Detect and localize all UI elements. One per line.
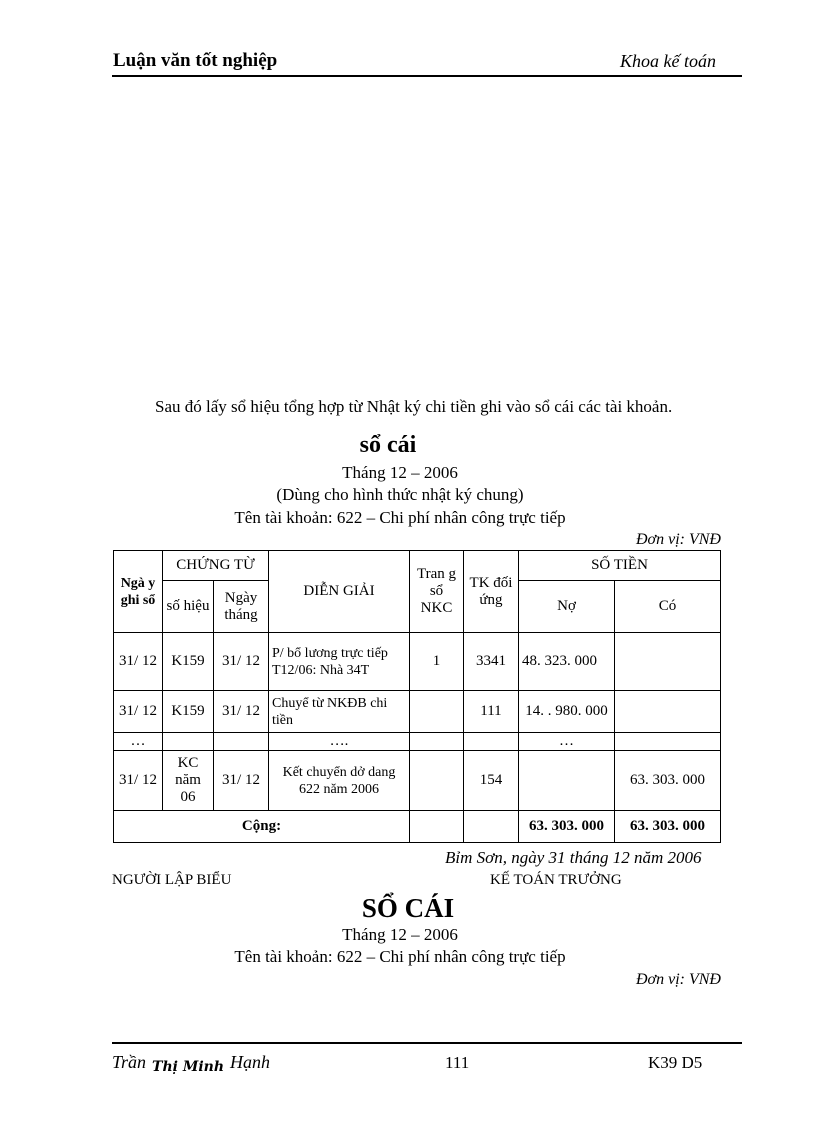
signature-place-date: Bỉm Sơn, ngày 31 tháng 12 năm 2006 — [445, 848, 702, 867]
ledger2-title: SỔ CÁI — [361, 893, 455, 923]
cell-date: 31/ 12 — [114, 691, 163, 733]
cell-debit: 14. . 980. 000 — [519, 691, 615, 733]
header-department: Khoa kế toán — [620, 51, 716, 71]
col-header-date-record: Ngà y ghi sổ — [114, 551, 163, 633]
signature-chief-accountant: KẾ TOÁN TRƯỞNG — [490, 872, 622, 888]
col-header-amount: SỐ TIỀN — [519, 551, 721, 581]
cell-voucher-date: 31/ 12 — [214, 633, 269, 691]
footer-author — [112, 1052, 270, 1073]
header-rule — [112, 75, 742, 77]
cell-voucher-date: 31/ 12 — [214, 691, 269, 733]
cell-voucher-date: 31/ 12 — [214, 751, 269, 811]
cell-credit — [615, 691, 721, 733]
col-header-page: Tran g sổ NKC — [410, 551, 464, 633]
cell-description: …. — [269, 733, 410, 751]
author-first-name: Trần — [112, 1052, 147, 1072]
table-row — [114, 751, 721, 811]
table-row — [114, 633, 721, 691]
col-header-counter-account: TK đối ứng — [464, 551, 519, 633]
cell-counter-account: 154 — [464, 751, 519, 811]
cell-voucher-no: K159 — [163, 633, 214, 691]
cell-counter-account: 3341 — [464, 633, 519, 691]
total-debit: 63. 303. 000 — [519, 811, 615, 843]
total-counter-account — [464, 811, 519, 843]
ledger-month: Tháng 12 – 2006 — [342, 463, 458, 482]
col-header-voucher-date: Ngày tháng — [214, 581, 269, 633]
cell-date: 31/ 12 — [114, 751, 163, 811]
author-middle-name: Thị Minh — [152, 1059, 224, 1075]
col-header-voucher-no: số hiệu — [163, 581, 214, 633]
cell-page — [410, 733, 464, 751]
col-header-voucher: CHỨNG TỪ — [163, 551, 269, 581]
cell-voucher-no — [163, 733, 214, 751]
cell-page: 1 — [410, 633, 464, 691]
cell-counter-account: 111 — [464, 691, 519, 733]
signature-preparer: NGƯỜI LẬP BIỂU — [112, 872, 232, 888]
ledger-table — [113, 550, 721, 843]
cell-description: Chuyể từ NKĐB chi tiền — [269, 691, 410, 733]
footer-class: K39 D5 — [648, 1053, 703, 1072]
cell-voucher-date — [214, 733, 269, 751]
intro-paragraph: Sau đó lấy sổ hiệu tổng hợp từ Nhật ký chi tiền ghi vào sổ cái các tài khoản. — [155, 397, 673, 416]
col-header-credit: Có — [615, 581, 721, 633]
cell-date: … — [114, 733, 163, 751]
cell-credit — [615, 633, 721, 691]
total-page — [410, 811, 464, 843]
cell-debit: … — [519, 733, 615, 751]
ledger-account-name: Tên tài khoản: 622 – Chi phí nhân công trực tiếp — [234, 508, 566, 527]
table-row — [114, 691, 721, 733]
ledger2-unit: Đơn vị: VNĐ — [636, 971, 721, 988]
ledger2-account-name: Tên tài khoản: 622 – Chi phí nhân công trực tiếp — [234, 947, 566, 966]
author-last-name: Hạnh — [230, 1052, 270, 1072]
table-row — [114, 733, 721, 751]
cell-voucher-no: K159 — [163, 691, 214, 733]
cell-debit: 48. 323. 000 — [519, 633, 615, 691]
footer-rule — [112, 1042, 742, 1044]
cell-description: P/ bổ lương trực tiếp T12/06: Nhà 34T — [269, 633, 410, 691]
cell-counter-account — [464, 733, 519, 751]
cell-page — [410, 751, 464, 811]
table-total-row — [114, 811, 721, 843]
footer-page-number: 111 — [445, 1053, 470, 1072]
cell-voucher-no: KC năm 06 — [163, 751, 214, 811]
ledger-title: sổ cái — [359, 432, 417, 458]
total-label: Cộng: — [114, 811, 410, 843]
ledger2-month: Tháng 12 – 2006 — [342, 925, 458, 944]
col-header-debit: Nợ — [519, 581, 615, 633]
cell-credit — [615, 733, 721, 751]
cell-credit: 63. 303. 000 — [615, 751, 721, 811]
ledger-unit: Đơn vị: VNĐ — [636, 531, 721, 548]
cell-date: 31/ 12 — [114, 633, 163, 691]
cell-description: Kết chuyển dở dang 622 năm 2006 — [269, 751, 410, 811]
cell-page — [410, 691, 464, 733]
col-header-description: DIỄN GIẢI — [269, 551, 410, 633]
ledger-form-note: (Dùng cho hình thức nhật ký chung) — [276, 485, 524, 504]
cell-debit — [519, 751, 615, 811]
total-credit: 63. 303. 000 — [615, 811, 721, 843]
header-title: Luận văn tốt nghiệp — [113, 50, 278, 71]
